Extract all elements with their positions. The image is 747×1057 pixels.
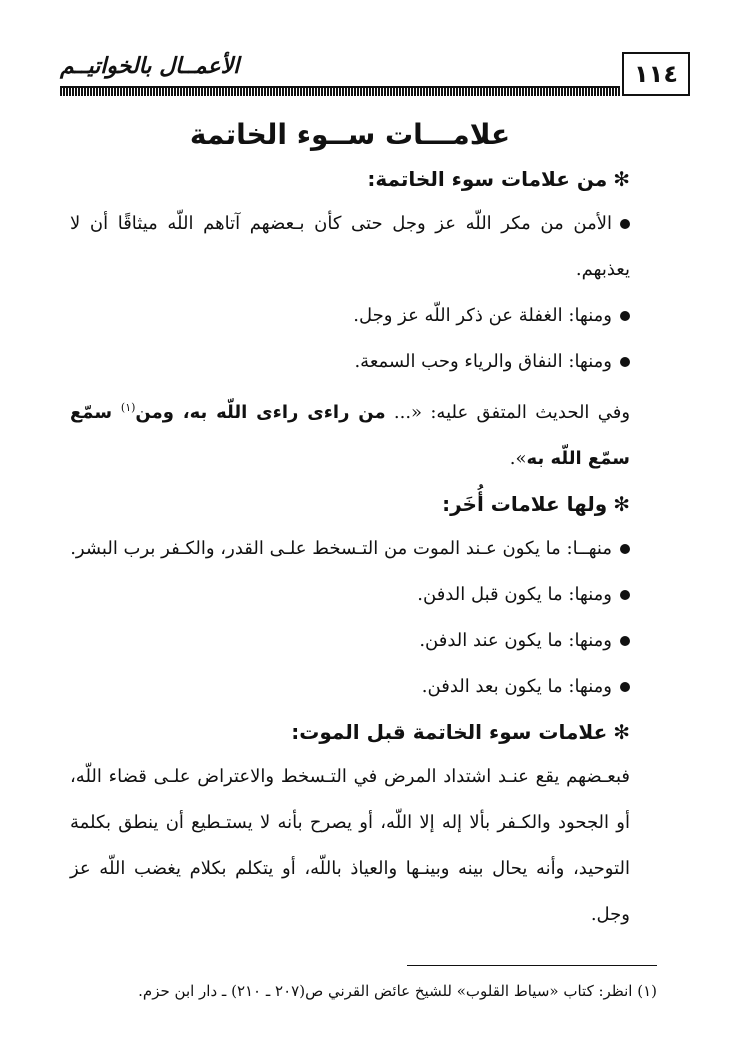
subheading-text: ولها علامات أُخَر: (442, 492, 608, 516)
footnote-divider (407, 965, 657, 966)
page-content (70, 118, 630, 938)
list-item-text: ومنها: ما يكون قبل الدفن. (417, 584, 612, 605)
bullet-icon (620, 636, 630, 646)
hadith-paragraph: وفي الحديث المتفق عليه: «... من راءى راءى اللّه به، ومن$^{(١)}$ سمّع سمّع اللّه به». (70, 401, 631, 469)
subheading-other-signs (70, 492, 630, 516)
list-item-text: ومنها: ما يكون عند الدفن. (419, 630, 612, 651)
subheading-text: من علامات سوء الخاتمة: (367, 167, 608, 191)
list-item (70, 293, 630, 339)
list-item-text: الأمن من مكر اللّه عز وجل حتى كأن بـعضهم آتاهم اللّه ميثاقًا أن لا يعذبهم. (70, 213, 630, 280)
page-header (60, 52, 690, 100)
list-item-text: ومنها: النفاق والرياء وحب السمعة. (354, 351, 612, 372)
list-item (70, 572, 630, 618)
bullet-icon (620, 219, 630, 229)
hadith-text-2: سمّع سمّع اللّه به (70, 402, 630, 469)
asterisk-icon: ✻ (613, 167, 630, 191)
hadith-text-1: من راءى راءى اللّه به، ومن (135, 402, 386, 423)
hadith-end: ». (509, 448, 527, 469)
asterisk-icon: ✻ (613, 720, 630, 744)
bullet-icon (620, 590, 630, 600)
body-paragraph: فبعـضهم يقع عنـد اشتداد المرض في التـسخط والاعتراض علـى قضاء اللّه، أو الجحود والكـفر بألا إله إلا اللّه، أو يصرح بأنه لا يستـطيع أن ينطق بكلمة التوحيد، وأنه يحال بينه وبينـها والعياذ باللّه، أو يتكلم بكلام يغضب اللّه عز وجل. (70, 766, 630, 925)
list-item (70, 201, 630, 293)
footnote: (١) انظر: كتاب «سياط القلوب» للشيخ عائض القرني ص(٢٠٧ ـ ٢١٠) ـ دار ابن حزم. (138, 982, 657, 1000)
bullet-icon (620, 357, 630, 367)
list-item-text: ومنها: ما يكون بعد الدفن. (421, 676, 612, 697)
running-title: الأعمــال بالخواتيــم (60, 54, 240, 79)
bullet-icon (620, 682, 630, 692)
list-item (70, 526, 630, 572)
footnote-ref: (١) (120, 401, 136, 414)
list-item (70, 618, 630, 664)
section-title: علامـــات ســوء الخاتمة (189, 118, 511, 151)
list-item (70, 339, 630, 385)
subheading-before-death (70, 720, 630, 744)
subheading-signs (70, 167, 630, 191)
header-rule (60, 86, 620, 96)
asterisk-icon: ✻ (613, 492, 630, 516)
list-item-text: منهــا: ما يكون عـند الموت من التـسخط علـى القدر، والكـفر برب البشر. (70, 538, 612, 559)
page-number: ١١٤ (622, 52, 690, 96)
subheading-text: علامات سوء الخاتمة قبل الموت: (291, 720, 608, 744)
bullet-icon (620, 544, 630, 554)
list-item-text: ومنها: الغفلة عن ذكر اللّه عز وجل. (353, 305, 612, 326)
bullet-icon (620, 311, 630, 321)
list-item (70, 664, 630, 710)
